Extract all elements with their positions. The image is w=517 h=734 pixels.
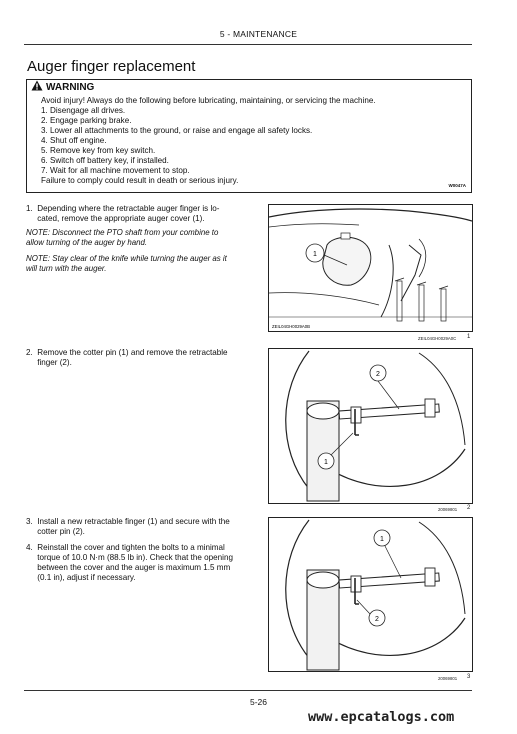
warning-line: 6. Switch off battery key, if installed. xyxy=(41,156,169,165)
step-2 xyxy=(26,348,228,368)
note-2 xyxy=(26,254,227,274)
note-1 xyxy=(26,228,218,248)
figure-1-callout-1: 1 xyxy=(313,251,317,258)
header-rule xyxy=(24,44,472,45)
warning-line: 5. Remove key from key switch. xyxy=(41,146,156,155)
figure-2-number: 2 xyxy=(467,505,471,511)
warning-box xyxy=(26,79,472,193)
figure-1 xyxy=(268,204,473,332)
note-line: allow turning of the auger by hand. xyxy=(26,238,148,247)
step-line: cated, remove the appropriate auger cover (1). xyxy=(26,214,205,223)
warning-line: 3. Lower all attachments to the ground, or raise and engage all safety locks. xyxy=(41,126,313,135)
warning-text xyxy=(41,96,376,186)
warning-triangle-icon xyxy=(31,80,43,94)
page-number: 5-26 xyxy=(249,697,267,707)
figure-2-callout-2: 2 xyxy=(376,371,380,378)
step-line: finger (2). xyxy=(26,358,72,367)
section-header: 5 - MAINTENANCE xyxy=(219,29,298,39)
step-line: (0.1 in), adjust if necessary. xyxy=(26,573,136,582)
warning-header xyxy=(27,80,94,94)
watermark: www.epcatalogs.com xyxy=(308,709,455,725)
warning-line: Avoid injury! Always do the following before lubricating, maintaining, or servicing the machine. xyxy=(41,96,376,105)
figure-2-caption: 20069801 xyxy=(438,507,458,512)
figure-3-number: 3 xyxy=(467,674,471,680)
page-title: Auger finger replacement xyxy=(27,58,196,75)
note-line: will turn with the auger. xyxy=(26,264,107,273)
warning-label: WARNING xyxy=(46,81,95,93)
figure-3-callout-1: 1 xyxy=(380,536,384,543)
figure-2-callout-1: 1 xyxy=(324,459,328,466)
figure-1-number: 1 xyxy=(467,334,471,340)
step-line: 1. Depending where the retractable auger finger is lo- xyxy=(26,204,220,213)
note-line: NOTE: Stay clear of the knife while turning the auger as it xyxy=(26,254,227,263)
warning-line: 1. Disengage all drives. xyxy=(41,106,126,115)
step-3 xyxy=(26,517,230,537)
figure-3-callout-2: 2 xyxy=(375,616,379,623)
step-line: cotter pin (2). xyxy=(26,527,85,536)
step-line: 3. Install a new retractable finger (1) and secure with the xyxy=(26,517,230,526)
warning-line: 7. Wait for all machine movement to stop. xyxy=(41,166,190,175)
figure-2 xyxy=(268,348,473,504)
warning-code: W0047A xyxy=(448,183,466,188)
note-line: NOTE: Disconnect the PTO shaft from your combine to xyxy=(26,228,219,237)
step-line: 2. Remove the cotter pin (1) and remove the retractable xyxy=(26,348,228,357)
footer-rule xyxy=(24,690,472,691)
figure-3-caption: 20069801 xyxy=(438,676,458,681)
figure-1-caption: ZEIL04GH0029A0C xyxy=(418,336,457,341)
figure-3 xyxy=(268,517,473,672)
step-line: 4. Reinstall the cover and tighten the bolts to a minimal xyxy=(26,543,225,552)
step-line: between the cover and the auger is maximum 1.5 mm xyxy=(26,563,231,572)
figure-1-inner-code: ZEIL04GH0029A0B xyxy=(272,324,310,329)
warning-line: 2. Engage parking brake. xyxy=(41,116,132,125)
step-1 xyxy=(26,204,219,224)
step-line: torque of 10.0 N·m (88.5 lb in). Check that the opening xyxy=(26,553,233,562)
warning-line: 4. Shut off engine. xyxy=(41,136,107,145)
step-4 xyxy=(26,543,233,583)
warning-line: Failure to comply could result in death or serious injury. xyxy=(41,176,239,185)
